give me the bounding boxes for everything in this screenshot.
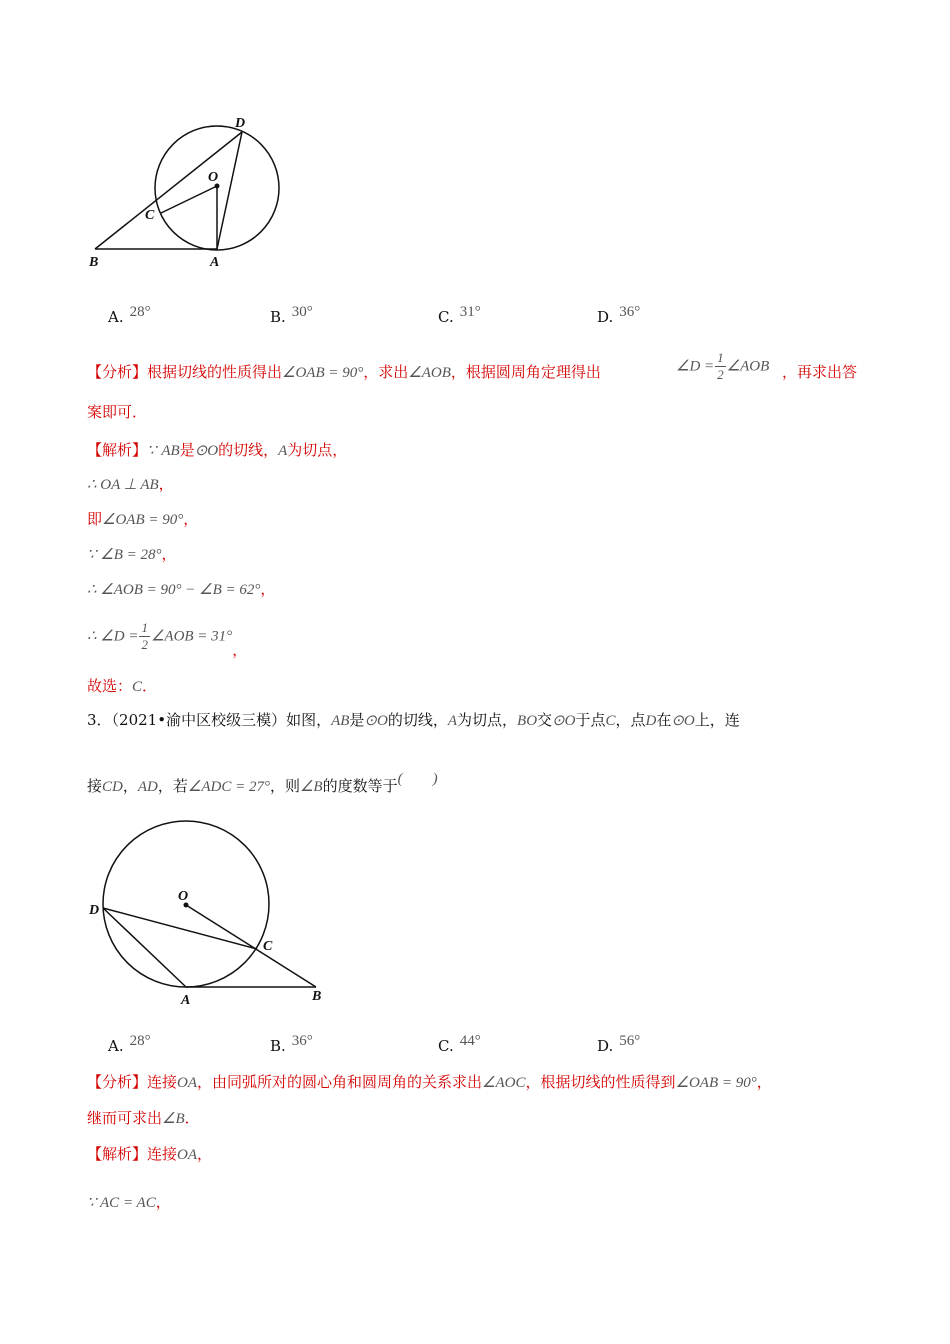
q2-option-d[interactable]: D. 36° bbox=[597, 304, 641, 326]
q2-solution-line4: ∵ ∠B = 28°， bbox=[87, 545, 177, 563]
q3-option-a[interactable]: A. 28° bbox=[108, 1033, 151, 1055]
q3-stem-line1: 3．（2021•渝中区校级三模）如图，AB是⊙O的切线，A为切点，BO交⊙O于点C，点D在⊙O上，连 bbox=[87, 711, 740, 729]
label-o: O bbox=[208, 170, 219, 185]
figure-2 bbox=[80, 812, 330, 1012]
q3-stem-line2: 接CD，AD，若∠ADC = 27°，则∠B的度数等于( ) bbox=[87, 771, 438, 795]
q2-option-a[interactable]: A. 28° bbox=[108, 304, 151, 326]
label-b: B bbox=[312, 989, 322, 1004]
label-b: B bbox=[89, 255, 99, 270]
q2-solution-line7: 故选：C． bbox=[87, 677, 158, 695]
q2-option-b[interactable]: B. 30° bbox=[270, 304, 313, 326]
label-a: A bbox=[210, 255, 220, 270]
q2-solution-line3: 即∠OAB = 90°， bbox=[87, 510, 199, 528]
fraction: $\frac{1}{2}$ bbox=[141, 620, 148, 652]
q3-option-b[interactable]: B. 36° bbox=[270, 1033, 313, 1055]
label-d: D bbox=[235, 116, 246, 131]
q2-analysis-tail: ，再求出答 bbox=[782, 363, 858, 381]
segment-bo bbox=[186, 905, 316, 987]
segment-dc bbox=[103, 908, 257, 949]
q3-solution-line1: 【解析】连接OA， bbox=[87, 1145, 213, 1163]
label-c: C bbox=[145, 208, 155, 223]
q3-solution-line2: ∵ AC = AC， bbox=[87, 1193, 171, 1211]
fraction: $\frac{1}{2}$ bbox=[717, 350, 724, 382]
answer-blank[interactable]: ( ) bbox=[397, 771, 438, 787]
figure-1 bbox=[85, 112, 315, 272]
q2-solution-line5: ∴ ∠AOB = 90° − ∠B = 62°， bbox=[87, 580, 276, 598]
q3-analysis-line2: 继而可求出∠B． bbox=[87, 1109, 200, 1127]
q3-analysis-line1: 【分析】连接OA，由同弧所对的圆心角和圆周角的关系求出∠AOC，根据切线的性质得到∠OAB = 90°， bbox=[87, 1073, 772, 1091]
q3-option-d[interactable]: D. 56° bbox=[597, 1033, 641, 1055]
q2-solution-line6: ∴ ∠D = $\frac{1}{2}$ ∠AOB = 31°， bbox=[87, 620, 248, 659]
label-o: O bbox=[178, 889, 189, 904]
label-a: A bbox=[181, 993, 191, 1008]
q3-option-c[interactable]: C. 44° bbox=[438, 1033, 481, 1055]
label-d: D bbox=[89, 903, 100, 918]
label-c: C bbox=[263, 939, 273, 954]
q2-solution-line2: ∴ OA ⊥ AB， bbox=[87, 475, 174, 493]
q2-option-c[interactable]: C. 31° bbox=[438, 304, 481, 326]
q2-analysis-formula: ∠D = $\frac{1}{2}$ ∠AOB bbox=[676, 350, 770, 382]
q2-analysis-line2: 案即可． bbox=[87, 403, 148, 421]
q2-solution-line1: 【解析】∵ AB是⊙O的切线，A为切点， bbox=[87, 441, 348, 459]
q2-analysis-line1: 【分析】根据切线的性质得出∠OAB = 90°，求出∠AOB，根据圆周角定理得出 bbox=[87, 363, 601, 381]
